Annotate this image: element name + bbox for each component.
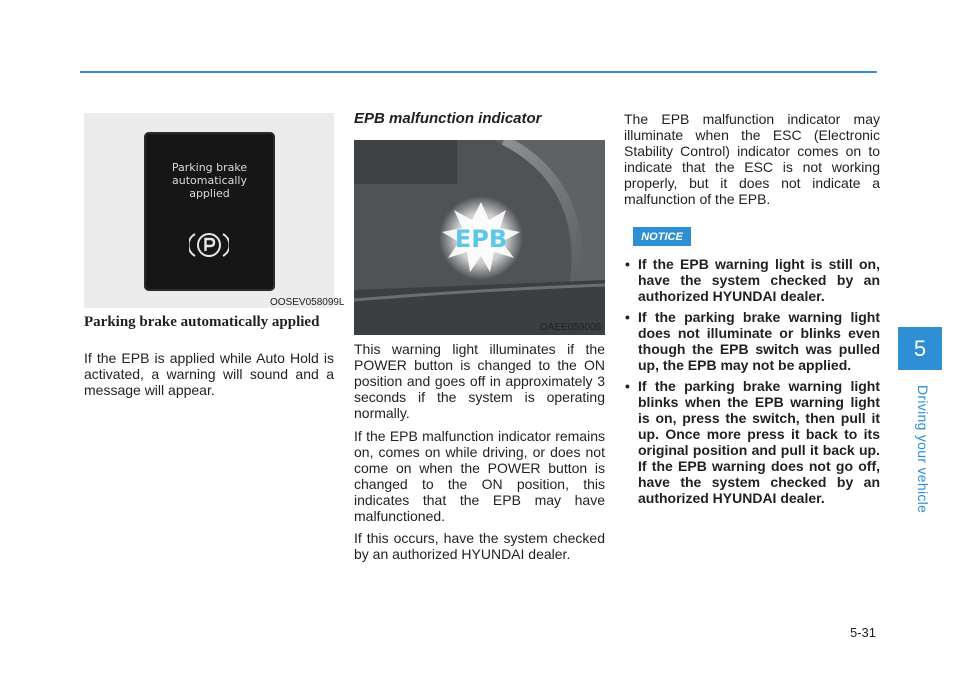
top-rule — [80, 71, 877, 73]
caption-heading: Parking brake automatically applied — [84, 314, 320, 330]
dashboard-illustration — [354, 140, 605, 335]
col1-body: If the EPB is applied while Auto Hold is activated, a warning will sound and a message will appear. — [84, 350, 334, 398]
figure-cluster-display — [84, 113, 334, 308]
figure-code-2: OAEE059006 — [540, 322, 602, 333]
cluster-line-1: Parking brake — [171, 161, 248, 174]
cluster-message — [144, 161, 275, 200]
figure-code: OOSEV058099L — [270, 297, 345, 308]
page-number: 5-31 — [849, 625, 876, 640]
list-item: • If the parking brake warning light does not illuminate or blinks even though the EPB switch was pulled up, the EPB may not be applied. — [624, 309, 880, 373]
cluster-line-2: automatically — [172, 174, 247, 187]
epb-indicator-text: EPB — [454, 225, 508, 253]
notice-list — [624, 256, 880, 511]
section-tab: 5 — [898, 327, 942, 370]
col2-paragraph-1: This warning light illuminates if the POWER button is changed to the ON position and goes off in approximately 3 seconds if the system is operating normally. — [354, 341, 605, 421]
cluster-line-3: applied — [189, 187, 230, 200]
col3-intro: The EPB malfunction indicator may illuminate when the ESC (Electronic Stability Control) indicator comes on to indicate that the ESC is not working properly, but it does not indicate a malfunction of the EPB. — [624, 111, 880, 207]
list-item: • If the parking brake warning light blinks when the EPB warning light is on, press the switch, then pull it up. Once more press it back to its original position and pull it back up. If the EPB warning does not go off, have the system checked by an authorized HYUNDAI dealer. — [624, 378, 880, 506]
col2-paragraph-2: If the EPB malfunction indicator remains on, comes on while driving, or does not come on when the POWER button is changed to the ON position, this indicates that the EPB may have malfunctioned. — [354, 428, 605, 524]
section-label: Driving your vehicle — [915, 385, 931, 514]
cluster-screen — [144, 132, 275, 291]
section-heading: EPB malfunction indicator — [354, 110, 542, 127]
figure-epb-indicator — [354, 140, 605, 335]
parking-brake-icon — [189, 230, 229, 260]
list-item: • If the EPB warning light is still on, have the system checked by an authorized HYUNDAI dealer. — [624, 256, 880, 304]
col2-paragraph-3: If this occurs, have the system checked by an authorized HYUNDAI dealer. — [354, 530, 605, 562]
notice-badge: NOTICE — [633, 227, 691, 246]
